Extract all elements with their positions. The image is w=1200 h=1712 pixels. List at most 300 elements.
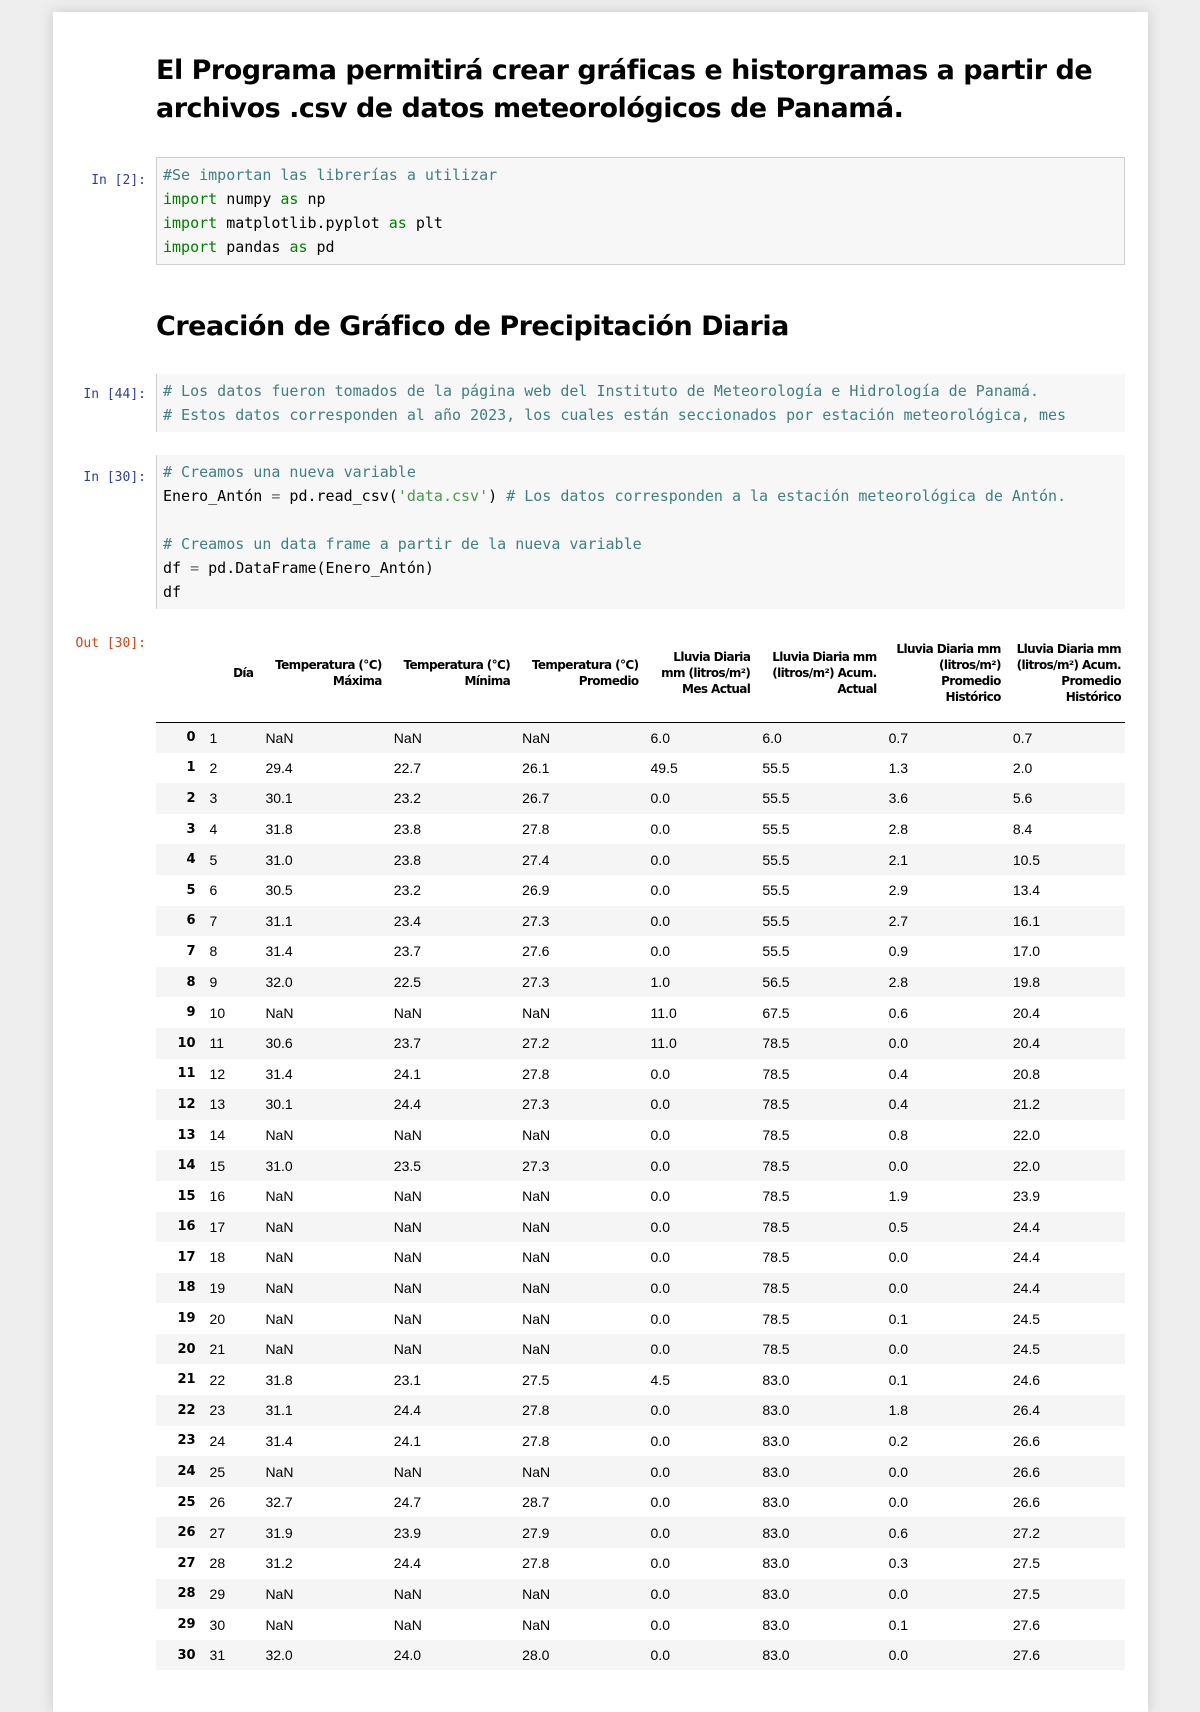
row-index: 1 — [186, 760, 196, 776]
code-line: Enero_Antón = pd.read_csv('data.csv') # Los datos corresponden a la estación meteorológica de Antón. — [163, 487, 1067, 505]
table-cell: 24.1 — [393, 1065, 422, 1082]
index-header — [156, 624, 202, 722]
table-cell: 83.0 — [762, 1432, 790, 1449]
table-cell: 0.0 — [650, 1310, 670, 1327]
table-row — [156, 1579, 1125, 1610]
code-line: # Creamos una nueva variable — [163, 463, 416, 481]
table-cell: 83.0 — [762, 1524, 790, 1541]
table-cell: 55.5 — [762, 821, 790, 838]
table-cell: 0.0 — [888, 1463, 909, 1480]
table-cell: 78.5 — [762, 1310, 790, 1327]
code-line: # Los datos fueron tomados de la página web del Instituto de Meteorología e Hidrología de Panamá. — [163, 382, 1039, 400]
table-cell: 78.5 — [762, 1279, 790, 1296]
column-header: Temperatura (°C) Máxima — [257, 624, 385, 722]
code-editor[interactable] — [156, 374, 1125, 432]
table-cell: NaN — [393, 1249, 422, 1266]
table-cell: 0.7 — [1012, 729, 1033, 746]
table-cell: 0.0 — [650, 1616, 670, 1633]
table-cell: 0.4 — [888, 1065, 909, 1082]
table-cell: 0.2 — [888, 1432, 909, 1449]
table-cell: 19.8 — [1012, 974, 1041, 991]
table-cell: NaN — [393, 1188, 422, 1205]
row-index: 19 — [177, 1311, 196, 1327]
table-cell: NaN — [522, 1310, 551, 1327]
table-cell: NaN — [265, 1279, 294, 1296]
table-cell: 27.2 — [1012, 1524, 1041, 1541]
table-cell: 78.5 — [762, 1127, 790, 1144]
table-cell: 24 — [209, 1432, 226, 1449]
table-cell: 0.0 — [650, 821, 670, 838]
row-index: 18 — [177, 1280, 196, 1296]
table-row — [156, 722, 1125, 753]
table-cell: 23.8 — [393, 851, 422, 868]
table-cell: NaN — [393, 1585, 422, 1602]
table-row — [156, 1181, 1125, 1212]
table-cell: NaN — [522, 1218, 551, 1235]
table-cell: 24.4 — [393, 1555, 422, 1572]
table-cell: 23.8 — [393, 821, 422, 838]
table-cell: 1.3 — [888, 759, 909, 776]
row-index: 3 — [186, 821, 196, 837]
table-cell: 22.7 — [393, 759, 422, 776]
table-cell: 30.1 — [265, 1096, 293, 1113]
table-row — [156, 967, 1125, 998]
table-cell: 0.0 — [650, 1432, 670, 1449]
table-cell: 16 — [209, 1188, 226, 1205]
table-cell: 0.0 — [888, 1157, 909, 1174]
table-cell: 24.5 — [1012, 1341, 1041, 1358]
table-row — [156, 1640, 1125, 1671]
table-cell: NaN — [522, 1249, 551, 1266]
table-cell: 31.1 — [265, 1402, 293, 1419]
table-cell: NaN — [265, 1341, 294, 1358]
table-cell: 67.5 — [762, 1004, 790, 1021]
table-cell: 1.8 — [888, 1402, 909, 1419]
table-cell: 30.5 — [265, 882, 293, 899]
table-cell: 28 — [209, 1555, 226, 1572]
table-cell: 0.0 — [650, 1494, 670, 1511]
table-cell: 32.0 — [265, 1647, 293, 1664]
table-cell: NaN — [393, 1218, 422, 1235]
table-cell: 6.0 — [762, 729, 782, 746]
table-cell: 24.1 — [393, 1432, 422, 1449]
table-cell: 26.4 — [1012, 1402, 1041, 1419]
column-header: Día — [202, 624, 258, 722]
table-cell: 22 — [209, 1371, 226, 1388]
table-cell: 27.3 — [522, 1157, 550, 1174]
table-cell: 17.0 — [1012, 943, 1041, 960]
table-row — [156, 1303, 1125, 1334]
table-cell: 23.2 — [393, 790, 422, 807]
table-cell: 22.5 — [393, 974, 422, 991]
table-cell: 0.0 — [650, 1096, 670, 1113]
column-header: Temperatura (°C) Mínima — [386, 624, 514, 722]
table-cell: 0.0 — [650, 1065, 670, 1082]
table-cell: NaN — [522, 1279, 551, 1296]
table-cell: 0.0 — [650, 1585, 670, 1602]
cell-prompt: In [2]: — [91, 173, 146, 188]
table-cell: 0.6 — [888, 1004, 909, 1021]
table-cell: 27.8 — [522, 1432, 550, 1449]
table-cell: 0.0 — [888, 1035, 909, 1052]
table-cell: 24.4 — [393, 1402, 422, 1419]
table-cell: 0.0 — [650, 1524, 670, 1541]
table-cell: 27.6 — [522, 943, 550, 960]
table-cell: 24.5 — [1012, 1310, 1041, 1327]
table-cell: NaN — [265, 1188, 294, 1205]
row-index: 13 — [177, 1127, 196, 1143]
table-cell: 27.5 — [522, 1371, 550, 1388]
table-cell: 0.1 — [888, 1310, 909, 1327]
table-cell: NaN — [522, 1616, 551, 1633]
table-cell: 13.4 — [1012, 882, 1041, 899]
table-cell: 78.5 — [762, 1157, 790, 1174]
table-cell: 26.6 — [1012, 1463, 1041, 1480]
table-cell: NaN — [265, 1463, 294, 1480]
row-index: 11 — [177, 1066, 196, 1082]
table-cell: 0.0 — [650, 912, 670, 929]
table-row — [156, 1334, 1125, 1365]
table-cell: 55.5 — [762, 790, 790, 807]
table-cell: 27.8 — [522, 1065, 550, 1082]
table-row — [156, 814, 1125, 845]
table-cell: 0.3 — [888, 1555, 909, 1572]
table-cell: 27 — [209, 1524, 226, 1541]
table-cell: NaN — [522, 1004, 551, 1021]
table-cell: 55.5 — [762, 882, 790, 899]
row-index: 30 — [177, 1647, 196, 1663]
code-cell-comments[interactable] — [53, 374, 1148, 434]
table-cell: 27.3 — [522, 912, 550, 929]
table-cell: 0.0 — [650, 1555, 670, 1572]
table-row — [156, 1150, 1125, 1181]
table-cell: 28.7 — [522, 1494, 550, 1511]
row-index: 27 — [177, 1555, 196, 1571]
row-index: 8 — [186, 974, 196, 990]
code-cell-imports[interactable] — [53, 157, 1148, 265]
table-cell: 26.1 — [522, 759, 550, 776]
table-cell: 32.0 — [265, 974, 293, 991]
table-cell: 31.0 — [265, 851, 293, 868]
table-header-row — [156, 624, 1125, 722]
code-cell-dataframe[interactable] — [53, 455, 1148, 625]
table-cell: 0.0 — [650, 882, 670, 899]
table-row — [156, 1273, 1125, 1304]
code-line: import pandas as pd — [163, 238, 335, 256]
table-cell: 31.8 — [265, 821, 293, 838]
table-cell: NaN — [265, 1004, 294, 1021]
table-cell: 20.4 — [1012, 1004, 1041, 1021]
table-cell: 0.0 — [650, 1647, 670, 1664]
table-cell: 27.2 — [522, 1035, 550, 1052]
table-cell: NaN — [522, 1585, 551, 1602]
table-row — [156, 875, 1125, 906]
table-cell: 0.0 — [888, 1341, 909, 1358]
table-cell: 23.9 — [393, 1524, 422, 1541]
table-row — [156, 1426, 1125, 1457]
row-index: 22 — [177, 1402, 196, 1418]
table-cell: 0.0 — [650, 1188, 670, 1205]
table-row — [156, 1456, 1125, 1487]
table-cell: 0.9 — [888, 943, 909, 960]
code-line: import numpy as np — [163, 190, 326, 208]
table-cell: 0.0 — [888, 1494, 909, 1511]
row-index: 29 — [177, 1617, 196, 1633]
table-cell: 55.5 — [762, 851, 790, 868]
table-cell: 22.0 — [1012, 1127, 1041, 1144]
table-cell: 6 — [209, 882, 218, 899]
table-cell: NaN — [522, 1188, 551, 1205]
table-cell: 30.6 — [265, 1035, 293, 1052]
table-cell: 55.5 — [762, 943, 790, 960]
table-cell: 26.7 — [522, 790, 550, 807]
table-cell: 27.4 — [522, 851, 550, 868]
table-cell: 0.1 — [888, 1371, 909, 1388]
table-cell: 18 — [209, 1249, 226, 1266]
row-index: 2 — [186, 790, 196, 806]
table-cell: 0.0 — [650, 1402, 670, 1419]
markdown-cell-section[interactable] — [156, 308, 1108, 346]
dataframe-output — [156, 624, 1125, 1670]
table-cell: 55.5 — [762, 912, 790, 929]
row-index: 14 — [177, 1158, 196, 1174]
row-index: 23 — [177, 1433, 196, 1449]
table-cell: 23.4 — [393, 912, 422, 929]
table-cell: 23.7 — [393, 943, 422, 960]
cell-prompt: In [30]: — [83, 470, 146, 485]
row-index: 12 — [177, 1096, 196, 1112]
table-cell: 31.2 — [265, 1555, 293, 1572]
table-cell: 24.4 — [393, 1096, 422, 1113]
table-cell: NaN — [393, 1004, 422, 1021]
code-line: import matplotlib.pyplot as plt — [163, 214, 443, 232]
table-cell: NaN — [393, 1463, 422, 1480]
table-cell: 78.5 — [762, 1188, 790, 1205]
table-cell: 20.4 — [1012, 1035, 1041, 1052]
table-cell: NaN — [265, 1249, 294, 1266]
table-row — [156, 783, 1125, 814]
table-cell: NaN — [393, 1616, 422, 1633]
table-row — [156, 1609, 1125, 1640]
table-cell: NaN — [265, 1585, 294, 1602]
table-cell: 0.0 — [888, 1647, 909, 1664]
table-cell: NaN — [265, 1310, 294, 1327]
table-row — [156, 1517, 1125, 1548]
table-cell: NaN — [265, 1616, 294, 1633]
row-index: 16 — [177, 1219, 196, 1235]
column-header: Temperatura (°C) Promedio — [514, 624, 642, 722]
table-cell: 0.0 — [888, 1249, 909, 1266]
row-index: 15 — [177, 1188, 196, 1204]
table-cell: 23.2 — [393, 882, 422, 899]
table-cell: 23 — [209, 1402, 226, 1419]
code-line: df — [163, 583, 182, 601]
notebook-page — [53, 12, 1148, 1712]
table-cell: 2.0 — [1012, 759, 1033, 776]
table-cell: 30 — [209, 1616, 226, 1633]
table-cell: 11 — [209, 1035, 225, 1052]
row-index: 20 — [177, 1341, 196, 1357]
table-cell: 23.9 — [1012, 1188, 1041, 1205]
table-cell: 27.6 — [1012, 1616, 1041, 1633]
table-cell: 8 — [209, 943, 218, 960]
row-index: 9 — [186, 1005, 196, 1021]
table-cell: 78.5 — [762, 1096, 790, 1113]
table-cell: 22.0 — [1012, 1157, 1041, 1174]
table-cell: 78.5 — [762, 1218, 790, 1235]
table-cell: 24.0 — [393, 1647, 422, 1664]
row-index: 0 — [186, 730, 196, 746]
table-cell: 23.1 — [393, 1371, 422, 1388]
table-cell: 83.0 — [762, 1463, 790, 1480]
table-row — [156, 1089, 1125, 1120]
code-line: df = pd.DataFrame(Enero_Antón) — [163, 559, 434, 577]
table-cell: 0.6 — [888, 1524, 909, 1541]
table-cell: 3.6 — [888, 790, 909, 807]
table-cell: 83.0 — [762, 1494, 790, 1511]
table-cell: 27.3 — [522, 974, 550, 991]
table-cell: 31.0 — [265, 1157, 293, 1174]
table-cell: 0.8 — [888, 1127, 909, 1144]
table-cell: 27.6 — [1012, 1647, 1041, 1664]
table-cell: 78.5 — [762, 1065, 790, 1082]
table-cell: 4.5 — [650, 1371, 670, 1388]
table-cell: 26.9 — [522, 882, 550, 899]
table-cell: NaN — [522, 1341, 551, 1358]
table-cell: 20 — [209, 1310, 226, 1327]
table-cell: 2.8 — [888, 821, 909, 838]
table-cell: 11.0 — [650, 1004, 677, 1021]
table-cell: 31.4 — [265, 943, 293, 960]
table-row — [156, 844, 1125, 875]
row-index: 28 — [177, 1586, 196, 1602]
table-cell: 0.0 — [650, 790, 670, 807]
table-row — [156, 1242, 1125, 1273]
table-cell: 14 — [209, 1127, 226, 1144]
table-cell: 3 — [209, 790, 218, 807]
table-cell: 27.5 — [1012, 1585, 1041, 1602]
row-index: 10 — [177, 1035, 196, 1051]
table-cell: 0.0 — [650, 1127, 670, 1144]
table-cell: 2.7 — [888, 912, 909, 929]
table-cell: 27.8 — [522, 821, 550, 838]
table-cell: 0.0 — [650, 1157, 670, 1174]
section-heading: Creación de Gráfico de Precipitación Diaria — [156, 311, 789, 342]
code-line: # Creamos un data frame a partir de la nueva variable — [163, 535, 642, 553]
table-cell: 78.5 — [762, 1341, 790, 1358]
column-header: Lluvia Diaria mm (litros/m²) Promedio Histórico — [881, 624, 1005, 722]
table-cell: 1.9 — [888, 1188, 909, 1205]
row-index: 17 — [177, 1249, 196, 1265]
table-cell: 49.5 — [650, 759, 678, 776]
page-title: El Programa permitirá crear gráficas e historgramas a partir de archivos .csv de datos meteorológicos de Panamá. — [156, 55, 1093, 124]
table-cell: 0.0 — [650, 1463, 670, 1480]
code-editor[interactable] — [156, 157, 1125, 265]
table-cell: 83.0 — [762, 1647, 790, 1664]
row-index: 24 — [177, 1464, 196, 1480]
table-cell: 31.9 — [265, 1524, 293, 1541]
output-prompt: Out [30]: — [75, 636, 146, 651]
table-row — [156, 997, 1125, 1028]
table-cell: 24.4 — [1012, 1249, 1041, 1266]
column-header: Lluvia Diaria mm (litros/m²) Acum. Actual — [754, 624, 880, 722]
code-editor[interactable] — [156, 455, 1125, 609]
table-cell: 27.5 — [1012, 1555, 1041, 1572]
table-cell: 28.0 — [522, 1647, 550, 1664]
table-cell: 0.0 — [650, 943, 670, 960]
table-cell: 27.8 — [522, 1555, 550, 1572]
table-cell: NaN — [393, 1127, 422, 1144]
table-cell: 83.0 — [762, 1585, 790, 1602]
table-cell: 27.3 — [522, 1096, 550, 1113]
row-index: 4 — [186, 852, 196, 868]
table-cell: 26 — [209, 1494, 226, 1511]
table-cell: 32.7 — [265, 1494, 293, 1511]
table-row — [156, 1120, 1125, 1151]
table-cell: NaN — [393, 1341, 422, 1358]
table-row — [156, 1212, 1125, 1243]
table-cell: 20.8 — [1012, 1065, 1041, 1082]
table-cell: 16.1 — [1012, 912, 1041, 929]
table-row — [156, 1548, 1125, 1579]
table-cell: 31.1 — [265, 912, 293, 929]
table-cell: NaN — [265, 1218, 294, 1235]
table-cell: NaN — [393, 729, 422, 746]
table-cell: 31.4 — [265, 1432, 293, 1449]
code-line: # Estos datos corresponden al año 2023, los cuales están seccionados por estación meteorológica, mes — [163, 406, 1067, 424]
table-cell: 83.0 — [762, 1616, 790, 1633]
table-cell: 24.6 — [1012, 1371, 1041, 1388]
table-cell: 31.8 — [265, 1371, 293, 1388]
markdown-cell-title[interactable] — [156, 52, 1108, 128]
table-cell: 78.5 — [762, 1035, 790, 1052]
table-cell: NaN — [265, 729, 294, 746]
table-cell: 29.4 — [265, 759, 293, 776]
code-line: #Se importan las librerías a utilizar — [163, 166, 498, 184]
table-cell: 83.0 — [762, 1371, 790, 1388]
row-index: 26 — [177, 1525, 196, 1541]
table-row — [156, 1364, 1125, 1395]
table-cell: 15 — [209, 1157, 226, 1174]
table-cell: 29 — [209, 1585, 226, 1602]
table-cell: 7 — [209, 912, 218, 929]
table-cell: 13 — [209, 1096, 226, 1113]
table-cell: 12 — [209, 1065, 226, 1082]
table-cell: 0.0 — [650, 851, 670, 868]
table-cell: 0.0 — [650, 1279, 670, 1296]
table-cell: 83.0 — [762, 1402, 790, 1419]
table-cell: 9 — [209, 974, 218, 991]
row-index: 25 — [177, 1494, 196, 1510]
table-cell: 8.4 — [1012, 821, 1033, 838]
table-cell: 0.7 — [888, 729, 909, 746]
table-row — [156, 753, 1125, 784]
row-index: 5 — [186, 882, 196, 898]
table-cell: 1.0 — [650, 974, 670, 991]
table-cell: 0.0 — [650, 1249, 670, 1266]
table-row — [156, 906, 1125, 937]
table-cell: 11.0 — [650, 1035, 677, 1052]
table-cell: 4 — [209, 821, 218, 838]
column-header: Lluvia Diaria mm (litros/m²) Acum. Promedio Histórico — [1005, 624, 1125, 722]
table-cell: 5.6 — [1012, 790, 1033, 807]
table-cell: NaN — [522, 1463, 551, 1480]
table-cell: 55.5 — [762, 759, 790, 776]
table-cell: 27.9 — [522, 1524, 550, 1541]
table-cell: 17 — [209, 1218, 226, 1235]
table-cell: 30.1 — [265, 790, 293, 807]
row-index: 7 — [186, 943, 196, 959]
